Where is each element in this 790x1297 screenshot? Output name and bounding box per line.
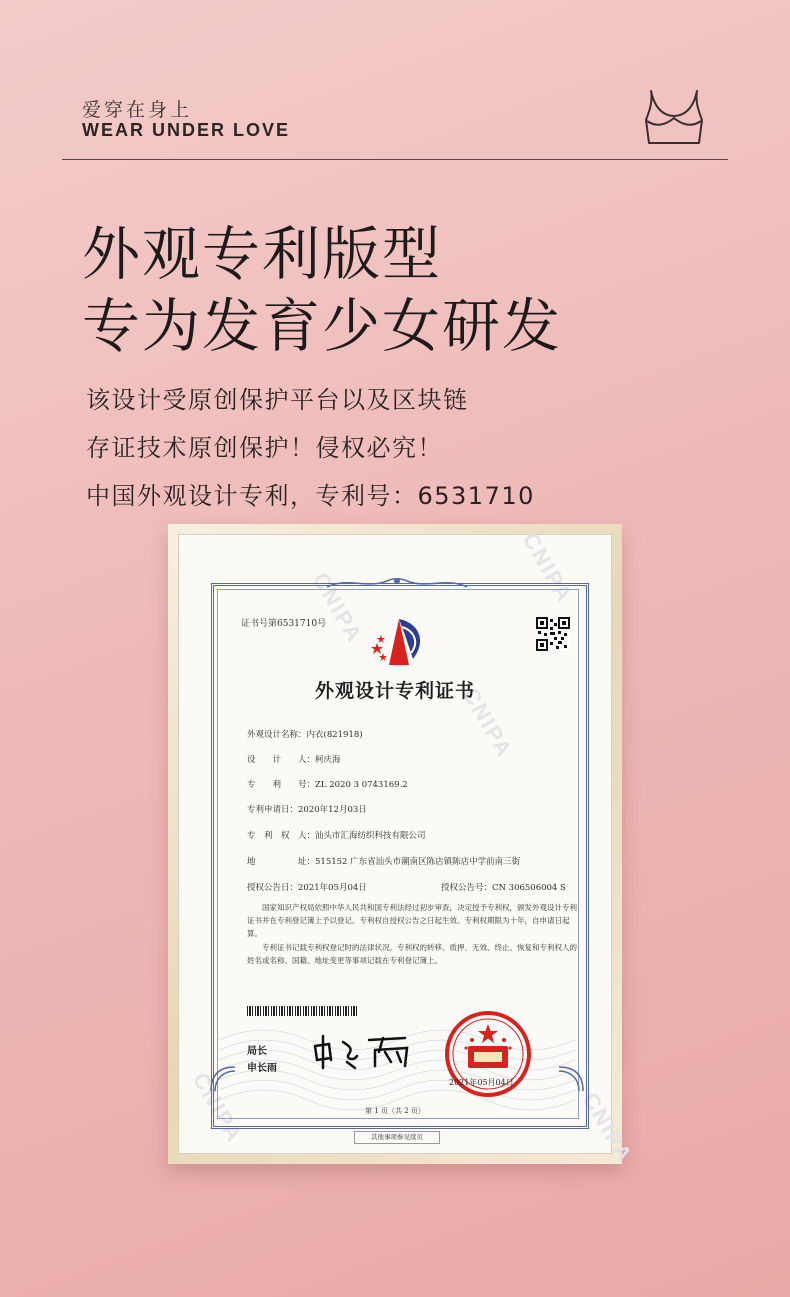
certificate-number: 证书号第6531710号 xyxy=(241,619,327,629)
barcode xyxy=(247,1006,359,1016)
subtext-line-3: 中国外观设计专利，专利号：6531710 xyxy=(86,482,535,510)
cnipa-logo-icon xyxy=(369,615,429,673)
certificate-frame xyxy=(168,524,638,1168)
corner-ornament-icon xyxy=(557,1065,585,1093)
certificate-title: 外观设计专利证书 xyxy=(314,680,475,702)
signature-icon xyxy=(309,1032,419,1072)
header-divider xyxy=(62,159,728,160)
field-application-date: 专利申请日：2020年12月03日 xyxy=(247,805,367,815)
continuation-note: 其他事项参见续页 xyxy=(354,1131,440,1144)
page-number: 第 1 页（共 2 页） xyxy=(365,1107,425,1115)
field-grant-date: 授权公告日：2021年05月04日 xyxy=(247,883,367,893)
headline-line-2: 专为发育少女研发 xyxy=(82,292,563,360)
field-designer: 设 计 人：柯庆海 xyxy=(247,755,341,765)
subtext-line-2: 存证技术原创保护！侵权必究！ xyxy=(86,434,443,462)
director-name: 申长雨 xyxy=(247,1063,277,1074)
field-design-name: 外观设计名称：内衣(821918) xyxy=(247,730,363,740)
headline-line-1: 外观专利版型 xyxy=(82,220,443,288)
watermark-text: CNIPA xyxy=(457,683,518,763)
watermark-text: CNIPA xyxy=(577,1088,638,1168)
field-patent-number: 专 利 号：ZL 2020 3 0743169.2 xyxy=(247,780,408,790)
brand-name-cn: 爱穿在身上 xyxy=(82,99,193,121)
seal-date: 2021年05月04日 xyxy=(449,1078,514,1087)
director-title: 局长 xyxy=(247,1046,267,1057)
field-address: 地 址：515152 广东省汕头市潮南区陈店镇陈店中学前南三街 xyxy=(247,857,521,867)
field-announce-number: 授权公告号：CN 306506004 S xyxy=(441,883,566,893)
certificate-paragraph-1: 国家知识产权局依照中华人民共和国专利法经过初步审查，决定授予专利权，颁发外观设计专利证书并在专利登记簿上予以登记。专利权自授权公告之日起生效。专利权期限为十年，自申请日起算。 xyxy=(247,903,577,938)
watermark-text: CNIPA xyxy=(517,528,578,608)
subtext-line-1: 该设计受原创保护平台以及区块链 xyxy=(86,386,469,414)
corner-ornament-icon xyxy=(209,1065,237,1093)
headline xyxy=(82,218,562,362)
bra-icon xyxy=(643,88,705,146)
watermark-text: CNIPA xyxy=(187,1068,248,1148)
certificate-paragraph-2: 专利证书记载专利权登记时的法律状况。专利权的转移、质押、无效、终止、恢复和专利权人的姓名或名称、国籍、地址变更等事项记载在专利登记簿上。 xyxy=(247,943,577,965)
qr-code-icon xyxy=(536,617,570,651)
ornament-icon xyxy=(327,575,467,591)
brand-name-en: WEAR UNDER LOVE xyxy=(82,120,291,140)
field-patentee: 专 利 权 人：汕头市汇海纺织科技有限公司 xyxy=(247,831,426,841)
certificate-paper xyxy=(178,528,638,1168)
watermark-text: CNIPA xyxy=(307,568,368,648)
